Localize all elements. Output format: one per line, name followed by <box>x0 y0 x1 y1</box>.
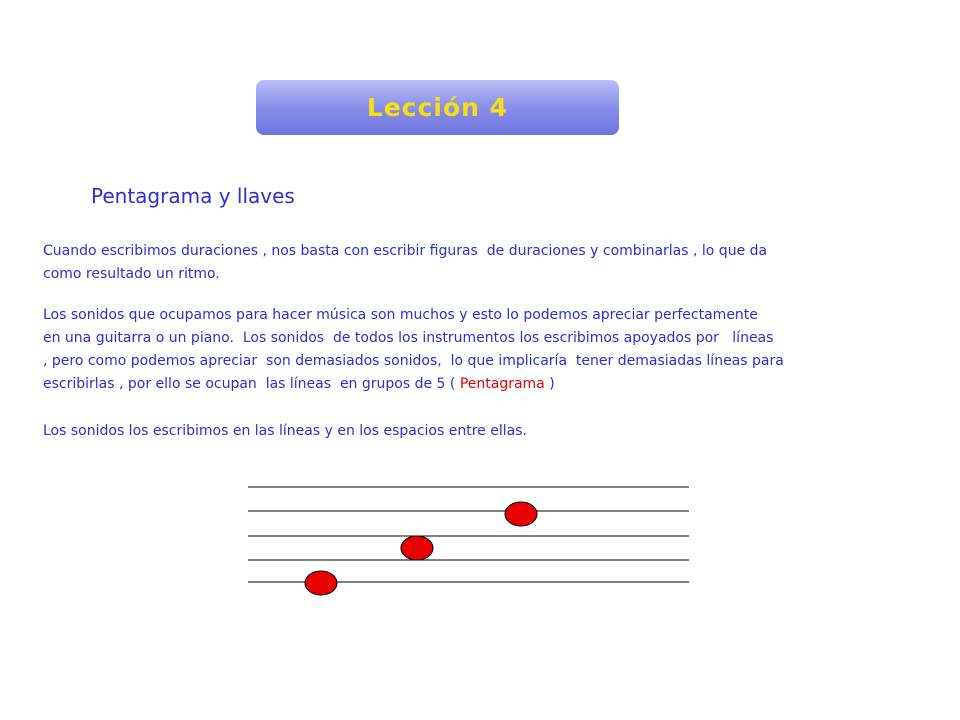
section-subtitle: Pentagrama y llaves <box>91 184 295 208</box>
line-4-before: escribirlas , por ello se ocupan las líneas en grupos de 5 ( <box>43 376 460 392</box>
lesson-title: Lección 4 <box>366 93 509 122</box>
line-4-after: ) <box>544 376 555 392</box>
pentagrama-highlight: Pentagrama <box>459 376 545 392</box>
paragraph-durations-line-2: como resultado un ritmo. <box>43 266 220 282</box>
note-line-5 <box>505 502 537 526</box>
paragraph-sounds-line-1: Los sonidos que ocupamos para hacer música son muchos y esto lo podemos apreciar perfectamente <box>43 307 758 323</box>
paragraph-durations-line-1: Cuando escribimos duraciones , nos basta con escribir figuras de duraciones y combinarlas , lo que da <box>43 243 768 259</box>
paragraph-sounds-line-2: en una guitarra o un piano. Los sonidos de todos los instrumentos los escribimos apoyados por líneas <box>43 330 774 346</box>
paragraph-sounds-line-3: , pero como podemos apreciar son demasiados sonidos, lo que implicaría tener demasiadas líneas para <box>43 353 784 369</box>
note-space-1 <box>305 571 337 595</box>
note-space-3 <box>401 536 433 560</box>
paragraph-lines-spaces-line-1: Los sonidos los escribimos en las líneas y en los espacios entre ellas. <box>43 423 527 439</box>
